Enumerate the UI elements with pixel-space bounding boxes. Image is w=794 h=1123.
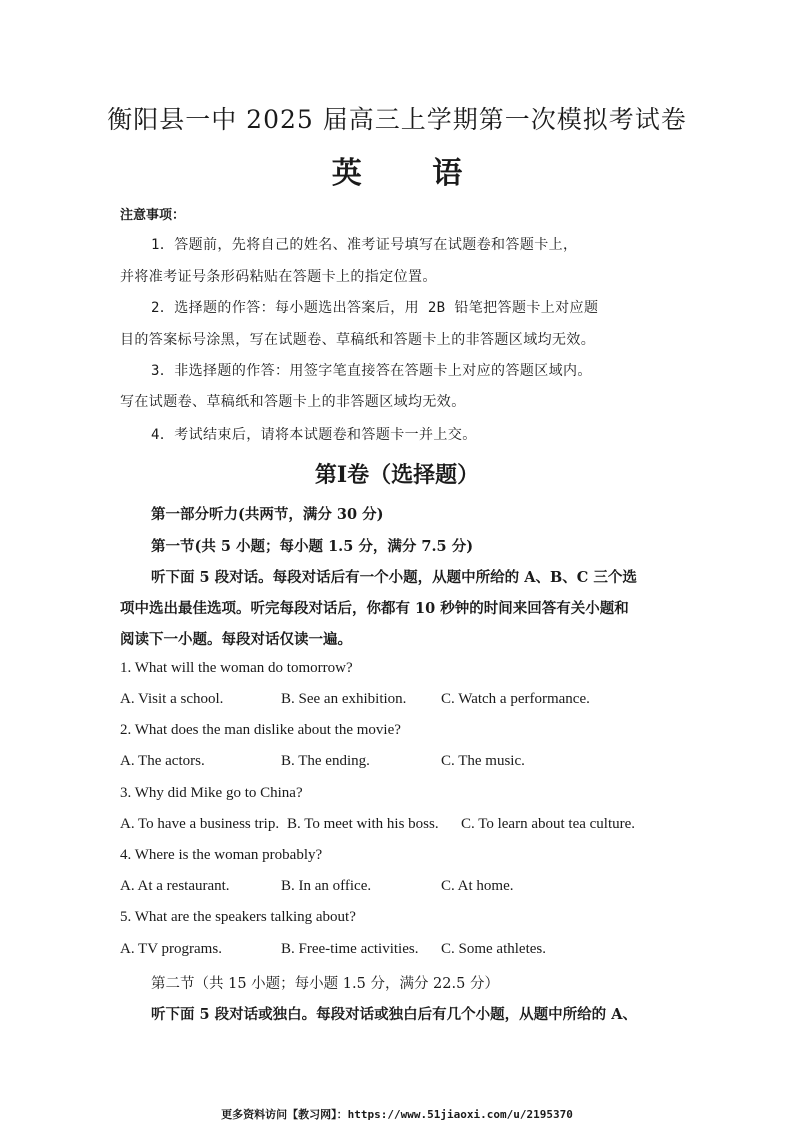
option-b: B. To meet with his boss. xyxy=(287,816,439,832)
option-a: A. The actors. xyxy=(120,753,205,769)
option-b: B. Free-time activities. xyxy=(281,941,419,957)
option-c: C. Watch a performance. xyxy=(441,691,590,707)
instruction-line: 阅读下一小题。每段对话仅读一遍。 xyxy=(120,631,352,648)
notice-line: 1．答题前，先将自己的姓名、准考证号填写在试题卷和答题卡上， xyxy=(151,237,578,253)
option-c: C. Some athletes. xyxy=(441,941,546,957)
notice-line: 并将准考证号条形码粘贴在答题卡上的指定位置。 xyxy=(120,269,437,285)
question-stem: 1. What will the woman do tomorrow? xyxy=(120,660,353,676)
option-c: C. The music. xyxy=(441,753,525,769)
option-b: B. In an office. xyxy=(281,878,372,894)
subject-title: 英 语 xyxy=(331,156,493,191)
part1-heading: 第一部分听力(共两节，满分 30 分) xyxy=(151,506,384,523)
notice-line: 4．考试结束后，请将本试题卷和答题卡一并上交。 xyxy=(151,427,477,443)
option-a: A. TV programs. xyxy=(120,941,222,957)
option-a: A. To have a business trip. xyxy=(120,816,280,832)
section2-heading: 第二节（共 15 小题；每小题 1.5 分，满分 22.5 分） xyxy=(151,976,499,992)
section1-heading: 第一节(共 5 小题；每小题 1.5 分，满分 7.5 分) xyxy=(151,538,474,555)
notice-line: 写在试题卷、草稿纸和答题卡上的非答题区域均无效。 xyxy=(120,394,466,410)
footer-link[interactable]: 更多资料访问【教习网】：https://www.51jiaoxi.com/u/2195370 xyxy=(221,1108,573,1121)
notice-line: 3．非选择题的作答：用签字笔直接答在答题卡上对应的答题区域内。 xyxy=(151,363,592,379)
notice-heading: 注意事项： xyxy=(120,208,186,223)
option-b: B. See an exhibition. xyxy=(281,691,407,707)
question-stem: 5. What are the speakers talking about? xyxy=(120,909,356,925)
option-a: A. At a restaurant. xyxy=(120,878,230,894)
instruction-line: 项中选出最佳选项。听完每段对话后，你都有 10 秒钟的时间来回答有关小题和 xyxy=(120,600,629,617)
question-stem: 4. Where is the woman probably? xyxy=(120,847,323,863)
notice-line: 目的答案标号涂黑，写在试题卷、草稿纸和答题卡上的非答题区域均无效。 xyxy=(120,332,596,348)
notice-line: 2．选择题的作答：每小题选出答案后，用 2B 铅笔把答题卡上对应题 xyxy=(151,300,599,316)
question-stem: 2. What does the man dislike about the movie? xyxy=(120,722,401,738)
section2-instruction: 听下面 5 段对话或独白。每段对话或独白后有几个小题，从题中所给的 A、 xyxy=(151,1006,637,1023)
exam-title: 衡阳县一中 2025 届高三上学期第一次模拟考试卷 xyxy=(107,105,687,134)
volume-title: 第Ⅰ卷（选择题） xyxy=(314,462,480,488)
option-c: C. To learn about tea culture. xyxy=(461,816,636,832)
instruction-line: 听下面 5 段对话。每段对话后有一个小题，从题中所给的 A、B、C 三个选 xyxy=(151,569,637,586)
option-c: C. At home. xyxy=(441,878,514,894)
option-b: B. The ending. xyxy=(281,753,370,769)
option-a: A. Visit a school. xyxy=(120,691,224,707)
question-stem: 3. Why did Mike go to China? xyxy=(120,785,303,801)
